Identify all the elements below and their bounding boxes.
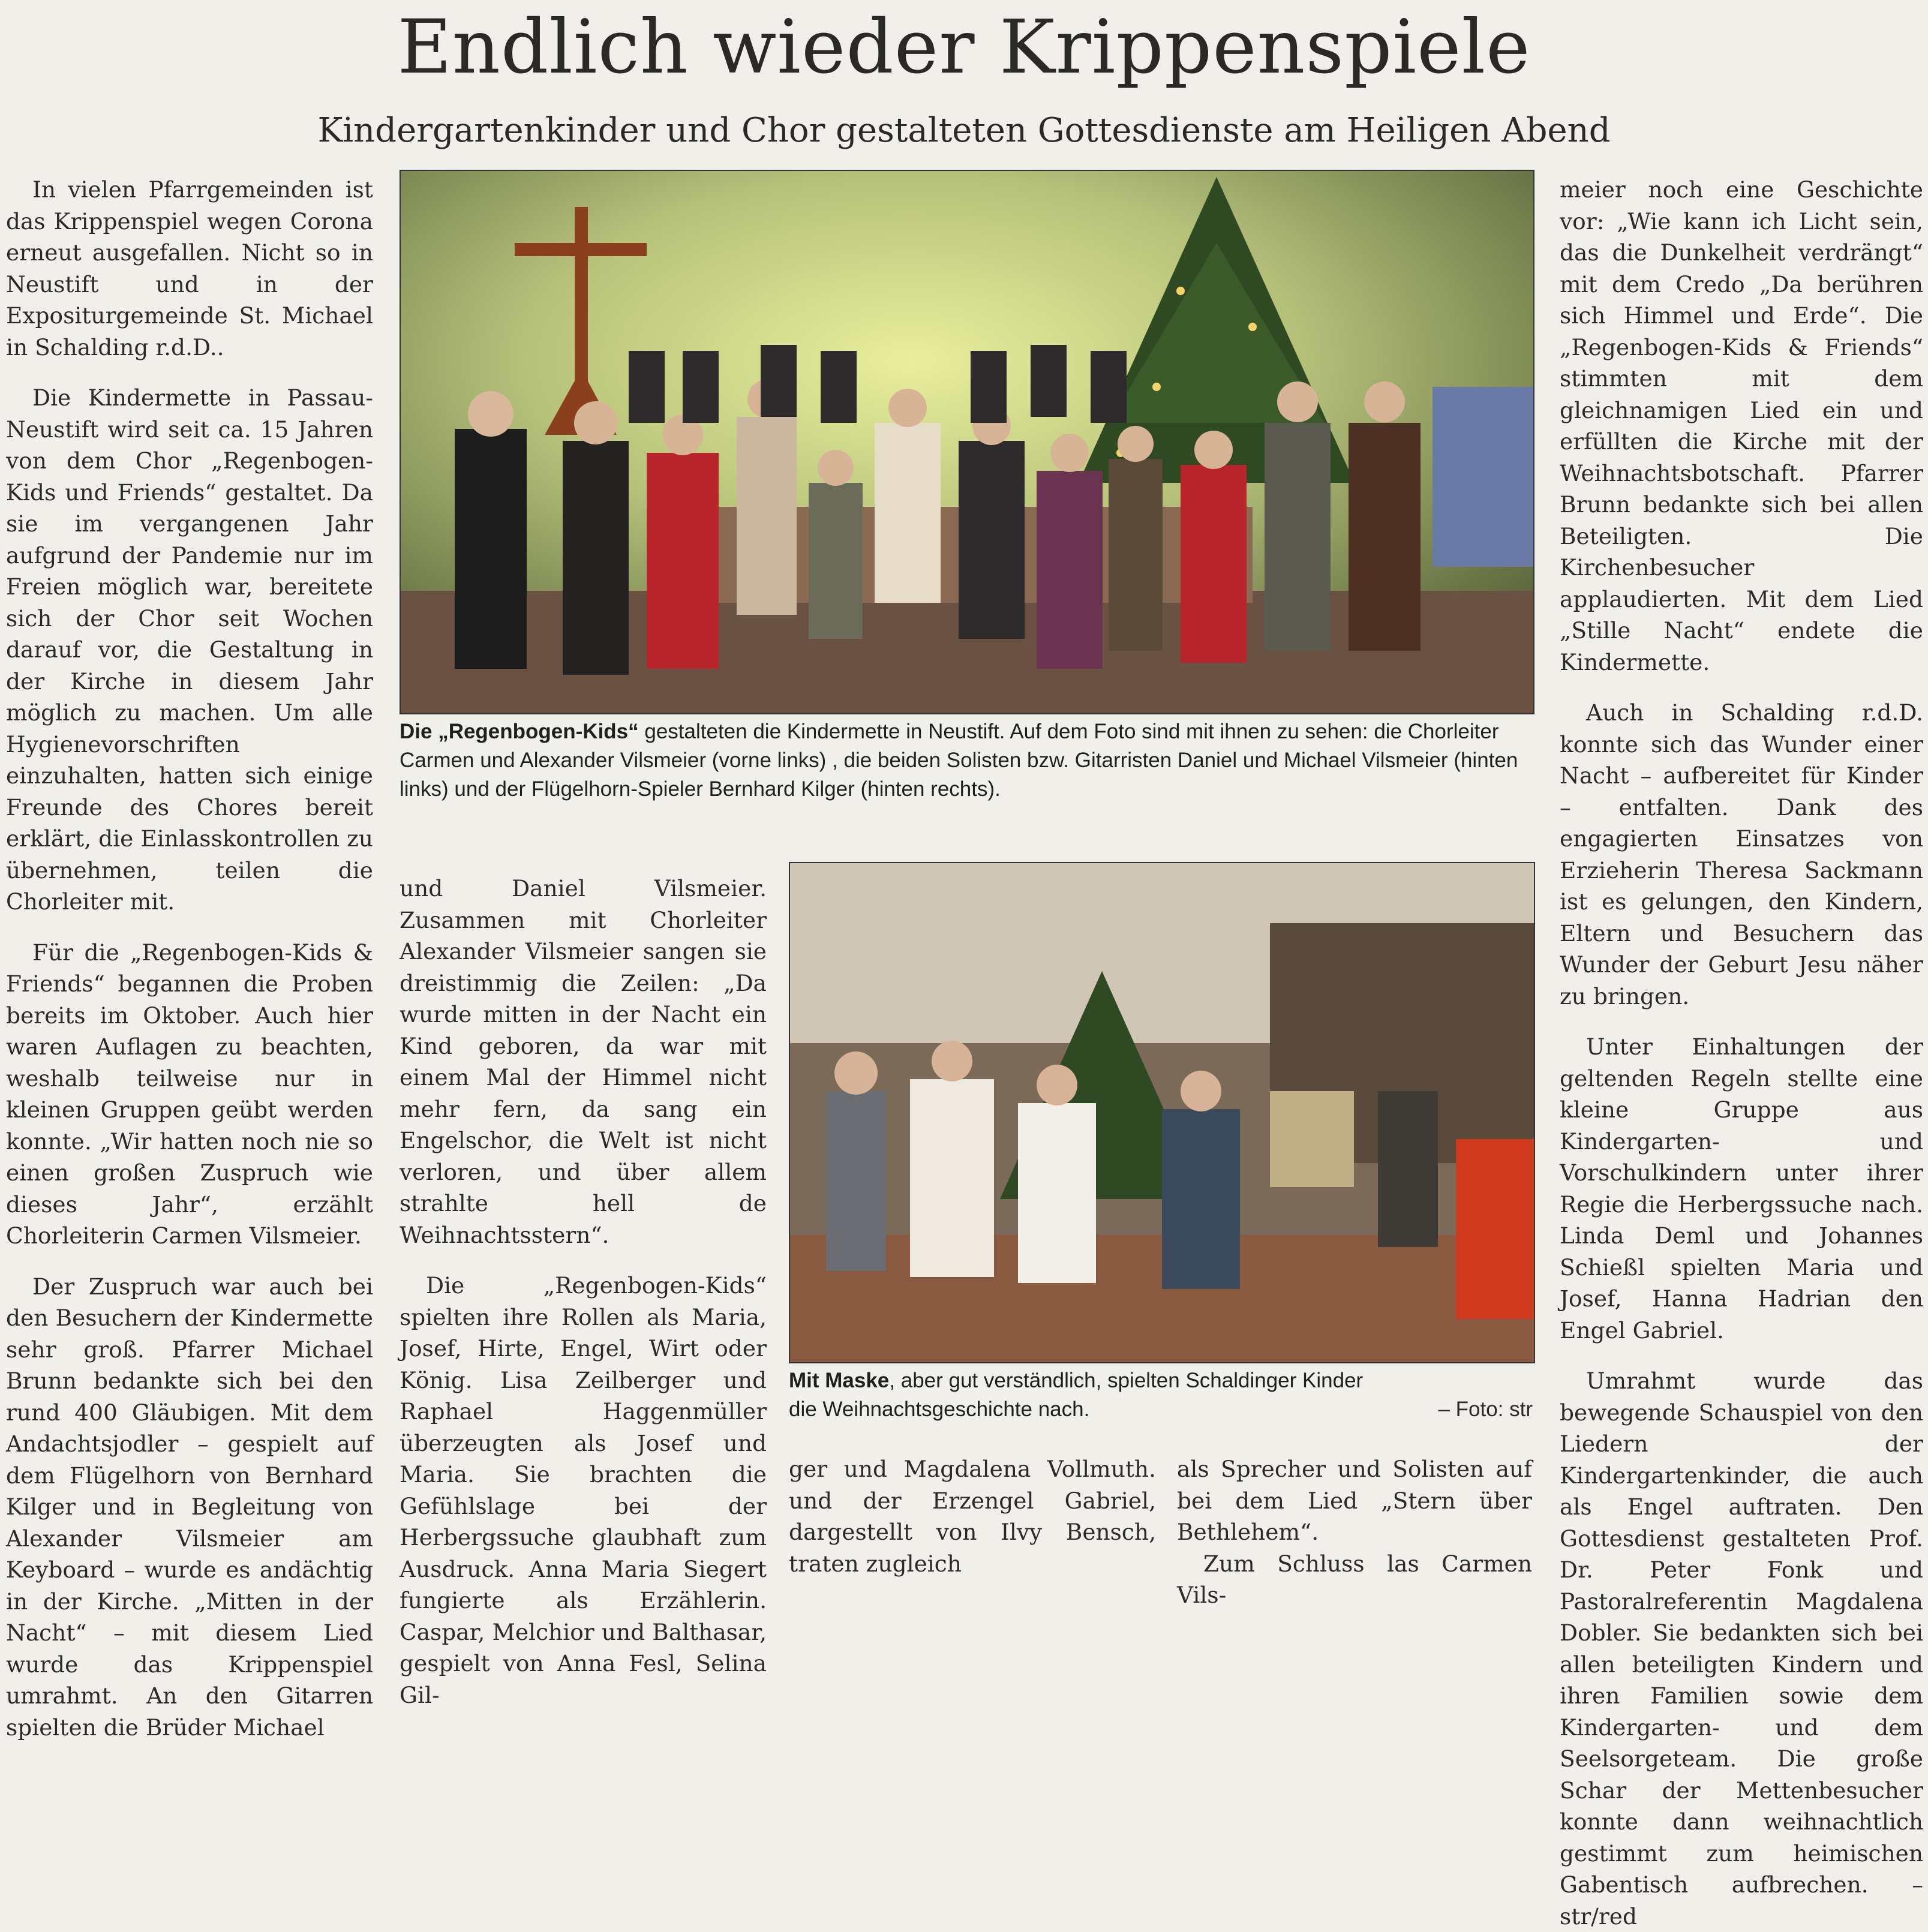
paragraph: In vielen Pfarrgemeinden ist das Krippenspiel wegen Corona erneut ausgefallen. Nicht so in Neustift und in der Expositurgemeinde St. Michael in Schalding r.d.D.. xyxy=(6,176,373,360)
paragraph: Zum Schluss las Carmen Vils- xyxy=(1177,1550,1532,1608)
photo-choir-neustift xyxy=(400,170,1534,714)
paragraph: Die Kindermette in Passau-Neustift wird seit ca. 15 Jahren von dem Chor „Regenbogen-Kids und Friends“ gestaltet. Da sie im vergangenen Jahr aufgrund der Pandemie nur im Freien möglich war, bereitete sich der Chor seit Wochen darauf vor, die Gestaltung in der Kirche in diesem Jahr möglich zu machen. Um alle Hygienevorschriften einzuhalten, hatten sich einige Freunde des Chores bereit erklärt, die Einlasskontrollen zu übernehmen, teilen die Chorleiter mit. xyxy=(6,384,373,915)
paragraph: und Daniel Vilsmeier. Zusammen mit Chorleiter Alexander Vilsmeier sangen sie dreistimmig die Zeilen: „Da wurde mitten in der Nacht ein Kind geboren, da war mit einem Mal der Himmel nicht mehr fern, da sang ein Engelschor, die Welt ist nicht verloren, und über allem strahlte hell de Weihnachtsstern“. xyxy=(400,875,767,1248)
photo2-caption-lead: Mit Maske xyxy=(789,1369,890,1392)
paragraph: meier noch eine Geschichte vor: „Wie kann ich Licht sein, das die Dunkelheit verdrängt“ mit dem Credo „Da berühren sich Himmel und Erde“. Die „Regenbogen-Kids & Friends“ stimmten mit dem gleichnamigen Lied ein und erfüllten die Kirche mit der Weihnachtsbotschaft. Pfarrer Brunn bedankte sich bei allen Beteiligten. Die Kirchenbesucher applaudierten. Mit dem Lied „Stille Nacht“ endete die Kindermette. xyxy=(1560,176,1923,675)
paragraph: Unter Einhaltungen der geltenden Regeln stellte eine kleine Gruppe aus Kindergarten- und Vorschulkindern unter ihrer Regie die Herbergssuche nach. Linda Deml und Johannes Schießl spielten Maria und Josef, Hanna Hadrian den Engel Gabriel. xyxy=(1560,1033,1923,1344)
subheadline: Kindergartenkinder und Chor gestalteten Gottesdienste am Heiligen Abend xyxy=(317,111,1611,150)
paragraph: Für die „Regenbogen-Kids & Friends“ begannen die Proben bereits im Oktober. Auch hier waren Auflagen zu beachten, weshalb teilweise nur in kleinen Gruppen geübt werden konnte. „Wir hatten noch nie so einen großen Zuspruch wie dieses Jahr“, erzählt Chorleiterin Carmen Vilsmeier. xyxy=(6,939,373,1249)
photo1-caption-lead: Die „Regenbogen-Kids“ xyxy=(400,720,639,743)
photo-credit: – Foto: str xyxy=(1438,1398,1533,1421)
column-1 xyxy=(6,174,373,1743)
paragraph: Der Zuspruch war auch bei den Besuchern der Kindermette sehr groß. Pfarrer Michael Brunn bedankte sich bei den rund 400 Gläubigen. Mit dem Andachtsjodler – gespielt auf dem Flügelhorn von Bernhard Kilger und in Begleitung von Alexander Vilsmeier am Keyboard – wurde es andächtig in der Kirche. „Mitten in der Nacht“ – mit diesem Lied wurde das Krippenspiel umrahmt. An den Gitarren spielten die Brüder Michael xyxy=(6,1273,373,1741)
photo1-caption-text: gestalteten die Kindermette in Neustift. Auf dem Foto sind mit ihnen zu sehen: die Chorleiter Carmen und Alexander Vilsmeier (vorne links) , die beiden Solisten bzw. Gitarristen Daniel und Michael Vilsmeier (hinten links) und der Flügelhorn-Spieler Bernhard Kilger (hinten rechts). xyxy=(400,720,1518,801)
photo2-caption xyxy=(789,1366,1395,1424)
paragraph: Die „Regenbogen-Kids“ spielten ihre Rollen als Maria, Josef, Hirte, Engel, Wirt oder König. Lisa Zeilberger und Raphael Haggenmüller überzeugten als Josef und Maria. Sie brachten die Gefühlslage bei der Herbergssuche glaubhaft zum Ausdruck. Anna Maria Siegert fungierte als Erzählerin. Caspar, Melchior und Balthasar, gespielt von Anna Fesl, Selina Gil- xyxy=(400,1272,767,1708)
paragraph: als Sprecher und Solisten auf bei dem Lied „Stern über Bethlehem“. xyxy=(1177,1456,1532,1545)
paragraph: Auch in Schalding r.d.D. konnte sich das Wunder einer Nacht – aufbereitet für Kinder – entfalten. Dank des engagierten Einsatzes von Erzieherin Theresa Sackmann ist es gelungen, den Kindern, Eltern und Besuchern das Wunder der Geburt Jesu näher zu bringen. xyxy=(1560,699,1923,1009)
paragraph: ger und Magdalena Vollmuth. und der Erzengel Gabriel, dargestellt von Ilvy Bensch, traten zugleich xyxy=(789,1456,1156,1577)
photo-children-schalding xyxy=(789,862,1535,1363)
photo2-caption-text: , aber gut verständlich, spielten Schaldinger Kinder die Weihnachtsgeschichte nach. xyxy=(789,1369,1364,1421)
column-4 xyxy=(1177,1453,1532,1611)
column-2 xyxy=(400,873,767,1711)
column-3 xyxy=(789,1453,1156,1579)
paragraph: Umrahmt wurde das bewegende Schauspiel von den Liedern der Kindergartenkinder, die auch als Engel auftraten. Den Gottesdienst gestalteten Prof. Dr. Peter Fonk und Pastoralreferentin Magdalena Dobler. Sie bedankten sich bei allen beteiligten Kindern und ihren Familien sowie dem Kindergarten- und dem Seelsorgeteam. Die große Schar der Mettenbesucher konnte dann weihnachtlich gestimmt zum heimischen Gabentisch aufbrechen. – str/red xyxy=(1560,1368,1923,1930)
headline: Endlich wieder Krippenspiele xyxy=(397,4,1531,91)
column-5 xyxy=(1560,174,1923,1932)
photo1-caption xyxy=(400,717,1532,804)
